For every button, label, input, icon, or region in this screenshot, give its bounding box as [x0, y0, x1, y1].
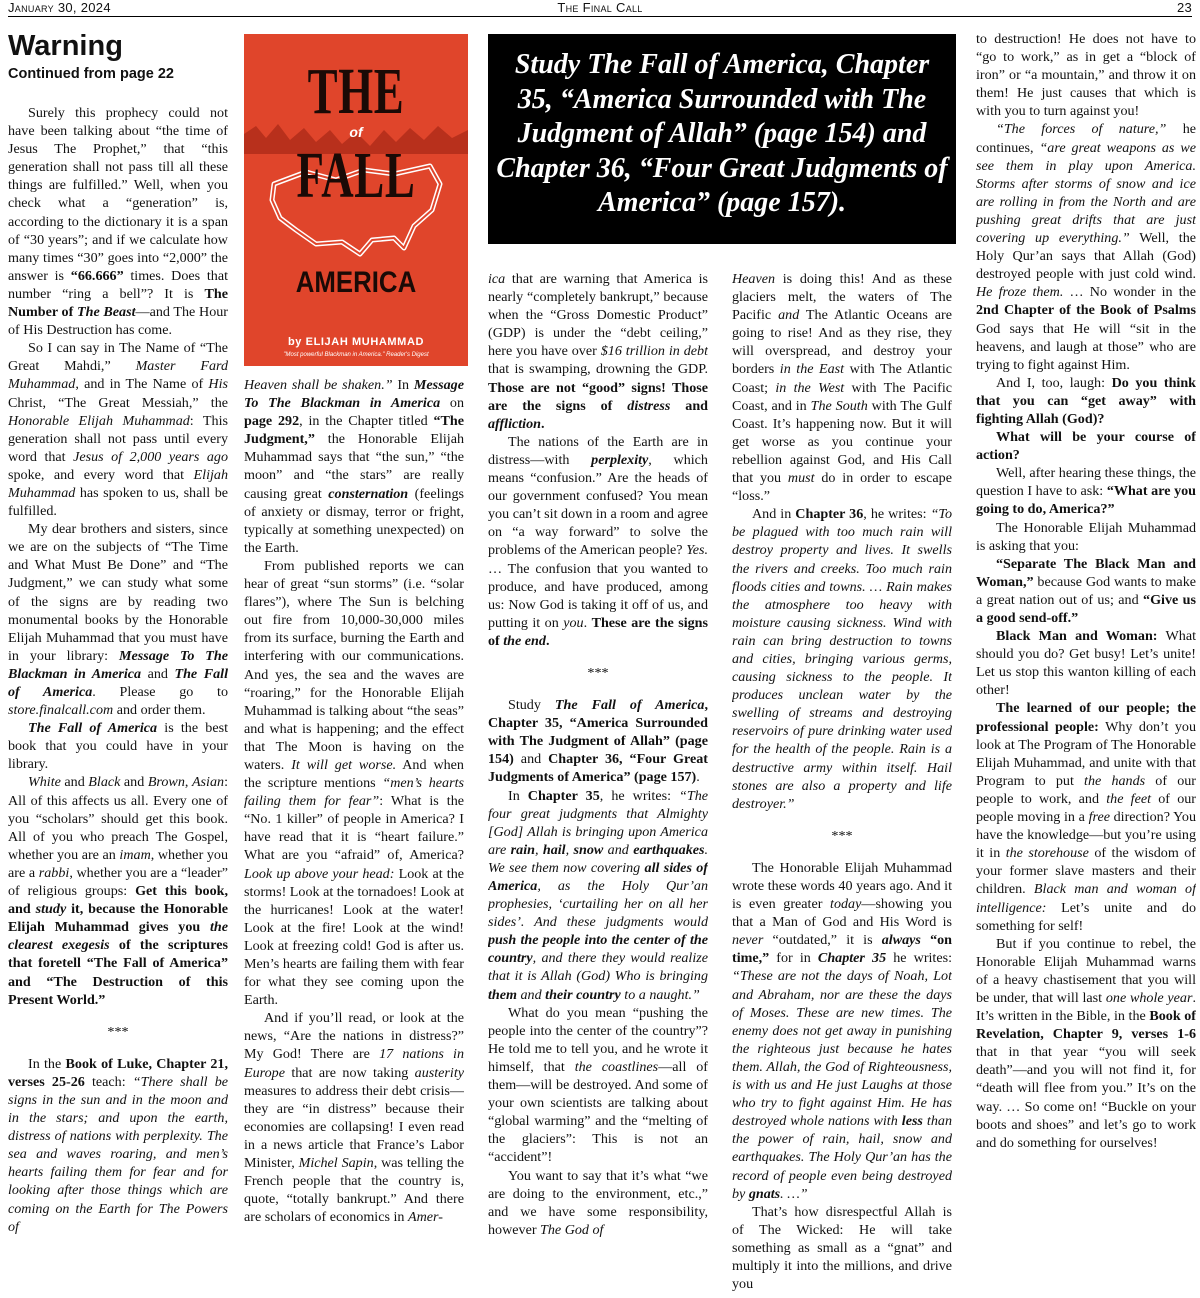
issue-date: January 30, 2024 [8, 0, 111, 15]
paragraph: The nations of the Earth are in distress—with perplexity, which means “confusion.” Are the heads of our government confused? You mean you can’t sit down in a room and agree on “a way forward” to solve the problems of the American people? Yes. … The confusion that you wanted to produce, and have produced, among us: Now God is taking it off of us, and putting it on you. These are the signs of the end. [488, 433, 708, 649]
column-1 [8, 30, 228, 1298]
paragraph: White and Black and Brown, Asian: All of this affects us all. Every one of you “scholars” should get this book. All of you who preach The Gospel, whether you are an imam, whether you are a rabbi, whether you are a “leader” of religious groups: Get this book, and study it, because the Honorable Elijah Muhammad gives you the clearest exegesis of the scriptures that foretell “The Fall of America” and “The Destruction of this Present World.” [8, 774, 228, 1008]
paragraph: From published reports we can hear of great “sun storms” (i.e. “solar flares”), where The Sun is belching out fire from 10,000-30,000 miles from its surface, burning the Earth and interfering with our communications. And yes, the sea and the waves are “roaring,” for the Honorable Elijah Muhammad is talking about “the seas” and what is happening; and the effect that The Moon is having on the waters. It will get worse. And when the scripture mentions “men’s hearts failing them for fear”: What is the “No. 1 killer” of people in America? I have read that it is “heart failure.” What are you “afraid” of, America? Look up above your head: Look at the storms! Look at the tornadoes! Look at the hurricanes! Look at the water! Look at the fire! Look at the wind! Look at freezing cold! God is after us. Men’s hearts are failing them with fear for what they see coming upon the Earth. [244, 557, 464, 1009]
paragraph: to destruction! He does not have to “go to work,” as in get a “block of iron” or “a mountain,” and throw it on them! He just causes that which is with you to turn against you! [976, 31, 1196, 120]
paragraph: What will be your course of action? [976, 429, 1196, 464]
paragraph: Surely this prophecy could not have been talking about “the time of Jesus The Prophet,” that “this generation shall not pass till all these things are fulfilled.” Well, when you check what a “generation” is, according to the dictionary it is a span of “30 years”; and if we calculate how many times “30” goes into “2,000” the answer is “66.666” times. Does that number “ring a bell”? It is The Number of The Beast—and The Hour of His Destruction has come. [8, 105, 228, 339]
publication-name: The Final Call [557, 0, 643, 15]
column-2 [244, 376, 464, 1298]
paragraph: Well, after hearing these things, the question I have to ask: “What are you going to do, America?” [976, 465, 1196, 518]
paragraph: The Fall of America is the best book that you could have in your library. [8, 720, 228, 773]
book-cover-image [244, 34, 468, 366]
paragraph: And in Chapter 36, he writes: “To be plagued with too much rain will destroy property and lives. It swells the rivers and creeks. Too much rain floods cities and towns. … Rain makes the atmosphere too heavy with moisture causing sickness. Wind with rain can bring destruction to towns and cities, bringing various germs, causing sickness to the people. It produces unclean water by the swelling of streams and destroying reservoirs of pure drinking water used for the health of the people. Rain is a destructive army within itself. Hail stones are also a property and life destroyer.” [732, 506, 952, 812]
paragraph: What do you mean “pushing the people into the center of the country”? He told me to tell you, and he wrote it himself, that the coastlines—all of them—will be destroyed. And some of your own scientists are talking about “global warming” and the “melting of the glaciers”: This is not an “accident”! [488, 1004, 708, 1166]
section-separator: *** [107, 1023, 129, 1040]
paragraph: In Chapter 35, he writes: “The four great judgments that Almighty [God] Allah is bringing upon America are rain, hail, snow and earthquakes. We see them now covering all sides of America, as the Holy Qur’an prophesies, ‘curtailing her on all her sides’. And these judgments would push the people into the center of the country, and there they would realize that it is Allah (God) Who is bringing them and their country to a naught.” [488, 787, 708, 1003]
cover-title-of: of [349, 124, 363, 140]
paragraph: “The forces of nature,” he continues, “are great weapons as we see them in play upon America. Storms after storms of snow and ice are rolling in from the North and are pushing great drifts that are just covering up everything.” Well, the Holy Qur’an says that Allah (God) destroyed people with just cold wind. He froze them. … No wonder in the 2nd Chapter of the Book of Psalms God says that He will “sit in the heavens, and laugh at those” who are trying to fight against Him. [976, 121, 1196, 373]
page-number: 23 [1176, 0, 1192, 15]
section-separator: *** [587, 664, 609, 681]
paragraph: So I can say in The Name of “The Great Mahdi,” Master Fard Muhammad, and in The Name of His Christ, “The Great Messiah,” the Honorable Elijah Muhammad: This generation shall not pass until every word that Jesus of 2,000 years ago spoke, and every word that Elijah Muhammad has spoken to us, shall be fulfilled. [8, 340, 228, 520]
cover-title: THE FALL [296, 55, 416, 212]
cover-subtitle: AMERICA [295, 266, 417, 299]
paragraph: Heaven shall be shaken.” In Message To The Blackman in America on page 292, in the Chapter titled “The Judgment,” the Honorable Elijah Muhammad says that “the sun,” “the moon” and “the stars” are really causing great consternation (feelings of anxiety or dismay, terror or fright, typically at something unexpected) on the Earth. [244, 377, 464, 556]
column-3 [488, 270, 708, 1298]
paragraph: “Separate The Black Man and Woman,” because God wants to make a great nation out of us; and “Give us a good send-off.” [976, 555, 1196, 626]
callout-box: Study The Fall of America, Chapter 35, “America Surrounded with The Judgment of Allah” (page 154) and Chapter 36, “Four Great Judgments of America” (page 157). [488, 34, 956, 244]
paragraph: In the Book of Luke, Chapter 21, verses 25-26 teach: “There shall be signs in the sun and in the moon and in the stars; and upon the earth, distress of nations with perplexity. The sea and waves roaring, and men’s hearts failing them for fear and for looking after those things which are coming on the Earth for The Powers of [8, 1055, 228, 1235]
column-5 [976, 30, 1196, 1298]
paragraph: Heaven is doing this! And as these glaciers melt, the waters of The Pacific and The Atlantic Oceans are going to rise! And as they rise, they will overspread, and destroy your borders in the East with The Atlantic Coast; in the West with The Pacific Coast, and in The South with The Gulf Coast. It’s happening now. But it will get worse as you continue your rebellion against God, and His Call that you must do in order to escape “loss.” [732, 271, 952, 505]
paragraph: That’s how disrespectful Allah is of The Wicked: He will take something as small as a “gnat” and multiply it into the millions, and drive you [732, 1203, 952, 1293]
paragraph: And if you’ll read, or look at the news, “Are the nations in distress?” My God! There are 17 nations in Europe that are now taking austerity measures to address their debt crisis—they are “in distress” because their economies are collapsing! I even read in a news article that France’s Labor Minister, Michel Sapin, was telling the French people that the country is, quote, “totally bankrupt.” And there are scholars of economics in Amer- [244, 1010, 464, 1226]
paragraph: The learned of our people; the professional people: Why don’t you look at The Program of The Honorable Elijah Muhammad, and unite with that Program to put the hands of our people to work, and the feet of our people moving in a free direction? You have the knowledge—but you’re using it in the storehouse of the wisdom of your former slave masters and their children. Black man and woman of intelligence: Let’s unite and do something for self! [976, 700, 1196, 934]
paragraph: The Honorable Elijah Muhammad wrote these words 40 years ago. And it is even greater today—showing you that a Man of God and His Word is never “outdated,” it is always “on time,” for in Chapter 35 he writes: “These are not the days of Noah, Lot and Abraham, nor are these the days of Moses. These are new times. The enemy does not get away in punishing the righteous just because he hates them. Allah, the God of Righteousness, is with us and He just Laughs at those who try to fight against Him. He has destroyed whole nations with less than the power of rain, hail, snow and earthquakes. The Holy Qur’an has the record of people even being destroyed by gnats. …” [732, 859, 952, 1202]
continued-line: Continued from page 22 [8, 66, 174, 82]
column-4 [732, 270, 952, 1298]
paragraph: ica that are warning that America is nearly “completely bankrupt,” because when the “Gross Domestic Product” (GDP) is under the “debt ceiling,” here you have over $16 trillion in debt that is swamping, drowning the GDP. Those are not “good” signs! Those are the signs of distress and affliction. [488, 271, 708, 432]
paragraph: The Honorable Elijah Muhammad is asking that you: [976, 519, 1196, 554]
section-separator: *** [831, 827, 853, 844]
paragraph: You want to say that it’s what “we are doing to the environment, etc.,” and we have some responsibility, however The God of [488, 1167, 708, 1238]
paragraph: Study The Fall of America, Chapter 35, “America Surrounded with The Judgment of Allah” (page 154) and Chapter 36, “Four Great Judgments of America” (page 157). [488, 697, 708, 786]
paragraph: And I, too, laugh: Do you think that you can “get away” with fighting Allah (God)? [976, 374, 1196, 427]
article-title: Warning [8, 30, 123, 62]
paragraph: Black Man and Woman: What should you do? Get busy! Let’s unite! Let us stop this wanton killing of each other! [976, 628, 1196, 699]
cover-blurb: "Most powerful Blackman in America." Reader's Digest [283, 352, 429, 358]
page-header [8, 0, 1192, 17]
paragraph: But if you continue to rebel, the Honorable Elijah Muhammad warns of a heavy chastisement that you will be under, that will last one whole year. It’s written in the Bible, in the Book of Revelation, Chapter 9, verses 1-6 that in that year “you will seek death”—and you will not find it, for “death will flee from you.” It’s on the way. … So come on! “Buckle on your boots and shoes” and let’s go to work and do something for ourselves! [976, 935, 1196, 1151]
cover-author: by ELIJAH MUHAMMAD [287, 336, 425, 348]
paragraph: My dear brothers and sisters, since we are on the subjects of “The Time and What Must Be Done” and “The Judgment,” we can study what some of the signs are by reading two monumental books by the Honorable Elijah Muhammad that you must have in your library: Message To The Blackman in America and The Fall of America. Please go to store.finalcall.com and order them. [8, 521, 228, 719]
